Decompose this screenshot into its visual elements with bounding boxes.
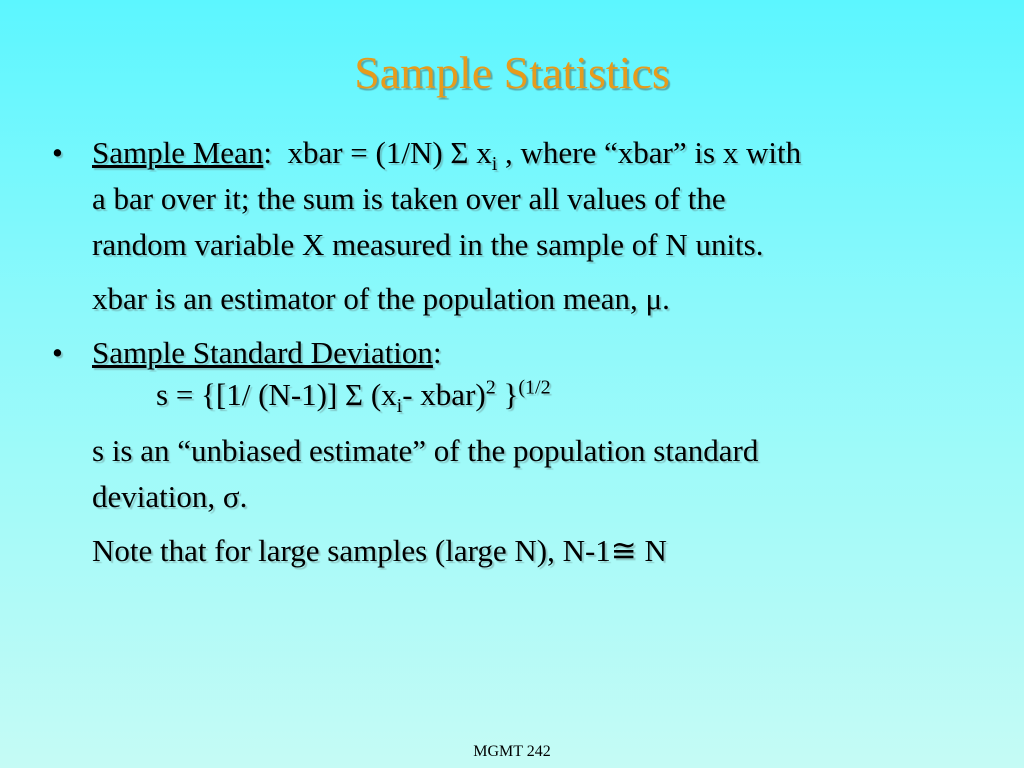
sample-mean-line-1 — [92, 130, 982, 176]
note-line: Note that for large samples (large N), N-1≅ N — [92, 533, 667, 568]
std-dev-heading — [92, 330, 982, 376]
std-dev-subscript: i — [396, 395, 403, 418]
unbiased-line-2: deviation, σ. — [92, 479, 248, 514]
sample-mean-term: Sample Mean — [92, 135, 264, 170]
std-dev-formula-b: - xbar) — [402, 377, 486, 412]
slide-footer: MGMT 242 — [473, 743, 551, 760]
sample-mean-line1-rest: , where “xbar” is x with — [497, 135, 802, 170]
bullet-sample-std-dev — [52, 330, 982, 574]
std-dev-term: Sample Standard Deviation — [92, 335, 433, 370]
sample-mean-line-3: random variable X measured in the sample of N units. — [92, 227, 764, 262]
std-dev-formula-c: } — [495, 377, 519, 412]
bullet-marker: • — [52, 335, 63, 370]
sample-mean-subscript: i — [491, 153, 498, 176]
slide-title: Sample Statistics — [354, 47, 670, 98]
std-dev-sup-square: 2 — [485, 376, 496, 399]
sample-mean-formula: xbar = (1/N) Σ x — [271, 135, 492, 170]
std-dev-colon: : — [432, 335, 442, 370]
std-dev-formula-a: s = {[1/ (N-1)] Σ (x — [156, 377, 397, 412]
std-dev-sup-power: (1/2 — [518, 376, 551, 399]
sample-mean-line-2: a bar over it; the sum is taken over all values of the — [92, 181, 726, 216]
bullet-sample-mean — [52, 130, 982, 322]
std-dev-formula — [92, 376, 982, 418]
unbiased-line-1: s is an “unbiased estimate” of the population standard — [92, 433, 759, 468]
estimator-line: xbar is an estimator of the population mean, μ. — [92, 281, 670, 316]
sample-mean-colon: : — [263, 135, 272, 170]
bullet-marker: • — [52, 135, 63, 170]
slide-body — [52, 130, 982, 574]
